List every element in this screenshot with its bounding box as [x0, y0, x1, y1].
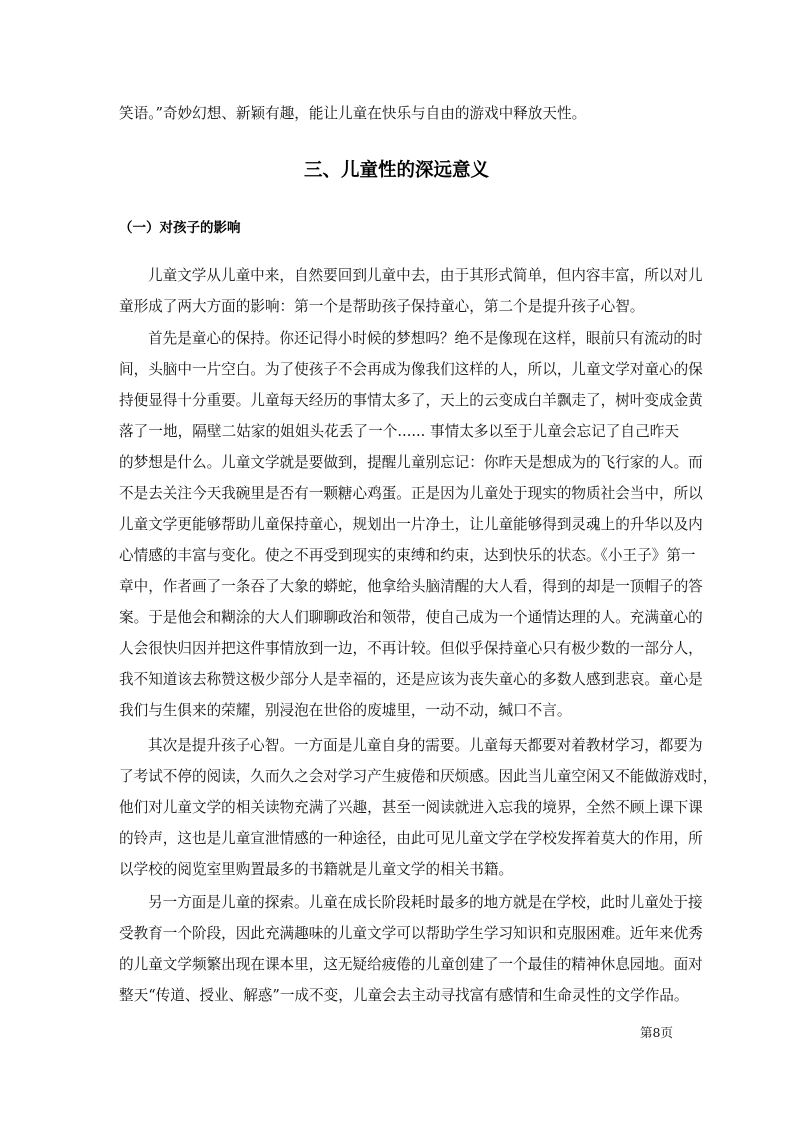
- paragraph-line: 儿童文学更能够帮助儿童保持童心，规划出一片净土，让儿童能够得到灵魂上的升华以及内: [119, 516, 703, 533]
- paragraph-line: 的铃声，这也是儿童宣泄情感的一种途径，由此可见儿童文学在学校发挥着莫大的作用，所: [119, 830, 703, 847]
- page-number: 第8页: [640, 1025, 673, 1040]
- section-title: 三、儿童性的深远意义: [303, 160, 489, 181]
- paragraph-line: 儿童文学从儿童中来，自然要回到儿童中去，由于其形式简单，但内容丰富，所以对儿: [148, 267, 703, 284]
- paragraph-line: 的儿童文学频繁出现在课本里，这无疑给疲倦的儿童创建了一个最佳的精神休息园地。面对: [119, 956, 703, 973]
- lead-line: 笑语。”奇妙幻想、新颖有趣，能让儿童在快乐与自由的游戏中释放天性。: [119, 105, 587, 122]
- paragraph-line: 持便显得十分重要。儿童每天经历的事情太多了，天上的云变成白羊飘走了，树叶变成金黄: [119, 392, 703, 409]
- paragraph-line: 了考试不停的阅读，久而久之会对学习产生疲倦和厌烦感。因此当儿童空闲又不能做游戏时，: [119, 768, 718, 785]
- paragraph-line: 间，头脑中一片空白。为了使孩子不会再成为像我们这样的人，所以，儿童文学对童心的保: [119, 361, 703, 378]
- paragraph-line: 心情感的丰富与变化。使之不再受到现实的束缚和约束，达到快乐的状态。《小王子》第一: [119, 547, 696, 564]
- paragraph-line: 人会很快归因并把这件事情放到一边，不再计较。但似乎保持童心只有极少数的一部分人，: [119, 640, 703, 657]
- paragraph-line: 另一方面是儿童的探索。儿童在成长阶段耗时最多的地方就是在学校，此时儿童处于接: [148, 894, 703, 911]
- paragraph-line: 整天“传道、授业、解惑”一成不变，儿童会去主动寻找富有感情和生命灵性的文学作品。: [119, 987, 689, 1004]
- paragraph-line: 落了一地，隔壁二姑家的姐姐头花丢了一个...... 事情太多以至于儿童会忘记了自己昨天: [119, 423, 679, 440]
- paragraph-line: 我不知道该去称赞这极少部分人是幸福的，还是应该为丧失童心的多数人感到悲哀。童心是: [119, 671, 703, 688]
- paragraph-line: 不是去关注今天我碗里是否有一颗糖心鸡蛋。正是因为儿童处于现实的物质社会当中，所以: [119, 485, 703, 502]
- paragraph-line: 案。于是他会和糊涂的大人们聊聊政治和领带，使自己成为一个通情达理的人。充满童心的: [119, 609, 703, 626]
- paragraph-line: 我们与生俱来的荣耀，别浸泡在世俗的废墟里，一动不动，缄口不言。: [119, 702, 572, 719]
- paragraph-line: 童形成了两大方面的影响：第一个是帮助孩子保持童心，第二个是提升孩子心智。: [119, 298, 645, 315]
- paragraph-line: 首先是童心的保持。你还记得小时候的梦想吗？绝不是像现在这样，眼前只有流动的时: [148, 330, 703, 347]
- paragraph-line: 受教育一个阶段，因此充满趣味的儿童文学可以帮助学生学习知识和克服困难。近年来优秀: [119, 925, 703, 942]
- paragraph-line: 他们对儿童文学的相关读物充满了兴趣，甚至一阅读就进入忘我的境界，全然不顾上课下课: [119, 799, 703, 816]
- paragraph-line: 章中，作者画了一条吞了大象的蟒蛇，他拿给头脑清醒的大人看，得到的却是一顶帽子的答: [119, 578, 703, 595]
- paragraph-line: 以学校的阅览室里购置最多的书籍就是儿童文学的相关书籍。: [119, 861, 514, 878]
- paragraph-line: 的梦想是什么。儿童文学就是要做到，提醒儿童别忘记：你昨天是想成为的飞行家的人。而: [119, 454, 703, 471]
- paragraph-line: 其次是提升孩子心智。一方面是儿童自身的需要。儿童每天都要对着教材学习，都要为: [148, 737, 703, 754]
- subsection-title: （一）对孩子的影响: [119, 220, 241, 236]
